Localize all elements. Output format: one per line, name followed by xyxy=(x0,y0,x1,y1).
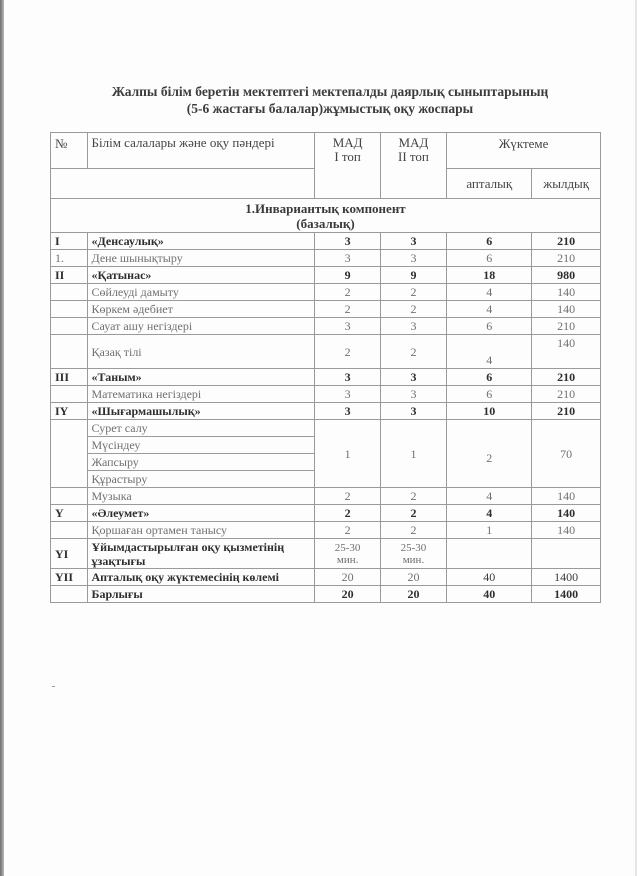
row-subject: Музыка xyxy=(87,488,315,505)
header-mad1-line1: МАД xyxy=(332,135,363,150)
row-yearly: 140 xyxy=(532,301,601,318)
row-num xyxy=(51,488,88,505)
weekly-volume-weekly: 40 xyxy=(447,569,532,586)
table-row xyxy=(51,488,601,505)
row-mad1: 2 xyxy=(315,301,380,318)
row-weekly: 6 xyxy=(447,318,532,335)
weekly-volume-row xyxy=(51,569,601,586)
rows-main xyxy=(51,233,601,420)
row-yearly: 210 xyxy=(532,250,601,267)
table-row xyxy=(51,284,601,301)
row-subject: «Қатынас» xyxy=(87,267,315,284)
row-mad1: 2 xyxy=(315,505,380,522)
total-yearly: 1400 xyxy=(532,586,601,603)
row-weekly: 6 xyxy=(447,233,532,250)
row-weekly: 18 xyxy=(447,267,532,284)
subheader-empty xyxy=(51,169,315,199)
total-mad2: 20 xyxy=(380,586,446,603)
row-mad2: 2 xyxy=(380,505,446,522)
art-row xyxy=(51,420,601,437)
rows-after xyxy=(51,488,601,539)
duration-subject: Ұйымдастырылған оқу қызметінің ұзақтығы xyxy=(87,539,315,569)
row-weekly: 6 xyxy=(447,386,532,403)
table-row xyxy=(51,386,601,403)
total-mad1: 20 xyxy=(315,586,380,603)
row-subject: Сауат ашу негіздері xyxy=(87,318,315,335)
row-num xyxy=(51,318,88,335)
row-mad2: 2 xyxy=(380,335,446,369)
row-mad1: 3 xyxy=(315,386,380,403)
table-row xyxy=(51,403,601,420)
weekly-volume-mad1: 20 xyxy=(315,569,380,586)
header-mad-group-2 xyxy=(380,133,446,199)
weekly-volume-yearly: 1400 xyxy=(532,569,601,586)
table-row xyxy=(51,505,601,522)
row-mad1: 3 xyxy=(315,233,380,250)
row-mad1: 2 xyxy=(315,335,380,369)
row-mad2: 3 xyxy=(380,250,446,267)
art-mad1: 1 xyxy=(315,420,380,488)
row-num: I xyxy=(51,233,88,250)
row-yearly: 210 xyxy=(532,369,601,386)
art-group xyxy=(51,420,601,488)
row-mad1: 3 xyxy=(315,250,380,267)
table-row xyxy=(51,522,601,539)
row-yearly: 140 xyxy=(532,522,601,539)
table-row xyxy=(51,369,601,386)
row-num xyxy=(51,335,88,369)
row-subject: «Таным» xyxy=(87,369,315,386)
weekly-volume-subject: Апталық оқу жүктемесінің көлемі xyxy=(87,569,315,586)
row-mad1: 2 xyxy=(315,488,380,505)
row-num xyxy=(51,386,88,403)
header-load: Жүктеме xyxy=(447,133,601,169)
row-num: III xyxy=(51,369,88,386)
art-mad2: 1 xyxy=(380,420,446,488)
duration-num: YI xyxy=(51,539,88,569)
header-num: № xyxy=(51,133,88,169)
row-weekly: 4 xyxy=(447,301,532,318)
row-mad2: 3 xyxy=(380,386,446,403)
row-mad2: 3 xyxy=(380,403,446,420)
row-mad2: 2 xyxy=(380,522,446,539)
summary-rows xyxy=(51,539,601,603)
total-num xyxy=(51,586,88,603)
duration-weekly xyxy=(447,539,532,569)
header-yearly: жылдық xyxy=(532,169,601,199)
duration-mad1-value: 25-30 xyxy=(334,541,361,554)
section-title: 1.Инвариантық компонент xyxy=(245,200,406,216)
table-row xyxy=(51,335,601,369)
row-num xyxy=(51,284,88,301)
art-yearly: 70 xyxy=(532,420,601,488)
row-yearly: 980 xyxy=(532,267,601,284)
header-mad2-line1: МАД xyxy=(398,135,429,150)
row-subject: Дене шынықтыру xyxy=(87,250,315,267)
row-weekly: 6 xyxy=(447,369,532,386)
row-num: IY xyxy=(51,403,88,420)
row-weekly: 4 xyxy=(447,505,532,522)
row-subject: Қазақ тілі xyxy=(87,335,315,369)
row-subject: «Әлеумет» xyxy=(87,505,315,522)
row-weekly: 4 xyxy=(447,335,532,369)
row-subject: «Денсаулық» xyxy=(87,233,315,250)
duration-mad2 xyxy=(380,539,446,569)
weekly-volume-num: YII xyxy=(51,569,88,586)
row-yearly: 140 xyxy=(532,335,601,369)
row-weekly: 10 xyxy=(447,403,532,420)
row-num xyxy=(51,522,88,539)
header-row xyxy=(51,133,601,169)
title-line-2: (5-6 жастағы балалар)жұмыстық оқу жоспары xyxy=(186,101,474,116)
art-num xyxy=(51,420,88,488)
art-subject: Жапсыру xyxy=(87,454,315,471)
total-subject: Барлығы xyxy=(87,586,315,603)
duration-row xyxy=(51,539,601,569)
row-mad2: 3 xyxy=(380,233,446,250)
art-weekly: 2 xyxy=(447,420,532,488)
row-weekly: 6 xyxy=(447,250,532,267)
row-yearly: 140 xyxy=(532,284,601,301)
art-subject: Құрастыру xyxy=(87,471,315,488)
row-mad2: 3 xyxy=(380,369,446,386)
duration-mad1 xyxy=(315,539,380,569)
duration-mad2-value: 25-30 xyxy=(400,541,427,554)
title-line-1: Жалпы білім беретін мектептегі мектепалды даярлық сыныптарының xyxy=(111,84,549,99)
duration-mad2-unit: мин. xyxy=(402,553,425,566)
total-row xyxy=(51,586,601,603)
art-subject: Сурет салу xyxy=(87,420,315,437)
row-mad2: 2 xyxy=(380,284,446,301)
row-yearly: 140 xyxy=(532,505,601,522)
row-yearly: 210 xyxy=(532,318,601,335)
table-row xyxy=(51,250,601,267)
row-num xyxy=(51,301,88,318)
header-mad2-line2: II топ xyxy=(398,149,429,164)
row-mad1: 3 xyxy=(315,318,380,335)
row-subject: Математика негіздері xyxy=(87,386,315,403)
row-num: 1. xyxy=(51,250,88,267)
table-row xyxy=(51,267,601,284)
row-num: II xyxy=(51,267,88,284)
row-yearly: 210 xyxy=(532,386,601,403)
row-weekly: 1 xyxy=(447,522,532,539)
row-mad1: 2 xyxy=(315,284,380,301)
curriculum-table xyxy=(50,132,601,603)
row-yearly: 210 xyxy=(532,403,601,420)
row-subject: Қоршаған ортамен танысу xyxy=(87,522,315,539)
row-subject: Сөйлеуді дамыту xyxy=(87,284,315,301)
scan-speck xyxy=(52,686,55,687)
document-title xyxy=(60,83,600,117)
row-mad1: 3 xyxy=(315,403,380,420)
row-weekly: 4 xyxy=(447,488,532,505)
weekly-volume-mad2: 20 xyxy=(380,569,446,586)
table-row xyxy=(51,301,601,318)
row-mad1: 9 xyxy=(315,267,380,284)
scan-left-edge xyxy=(0,0,4,876)
header-mad-group-1 xyxy=(315,133,380,199)
section-invariant xyxy=(51,199,601,233)
section-row xyxy=(51,199,601,233)
row-yearly: 210 xyxy=(532,233,601,250)
table-row xyxy=(51,233,601,250)
total-weekly: 40 xyxy=(447,586,532,603)
duration-yearly xyxy=(532,539,601,569)
row-subject: «Шығармашылық» xyxy=(87,403,315,420)
duration-mad1-unit: мин. xyxy=(336,553,359,566)
row-mad2: 3 xyxy=(380,318,446,335)
header-subject: Білім салалары және оқу пәндері xyxy=(87,133,315,169)
row-weekly: 4 xyxy=(447,284,532,301)
row-mad2: 9 xyxy=(380,267,446,284)
row-mad2: 2 xyxy=(380,301,446,318)
art-subject: Мүсіндеу xyxy=(87,437,315,454)
header-mad1-line2: I топ xyxy=(334,149,361,164)
row-num: Y xyxy=(51,505,88,522)
section-subtitle: (базалық) xyxy=(296,215,355,231)
row-mad1: 2 xyxy=(315,522,380,539)
row-mad2: 2 xyxy=(380,488,446,505)
table-row xyxy=(51,318,601,335)
header-weekly: апталық xyxy=(447,169,532,199)
row-subject: Көркем әдебиет xyxy=(87,301,315,318)
row-yearly: 140 xyxy=(532,488,601,505)
row-mad1: 3 xyxy=(315,369,380,386)
